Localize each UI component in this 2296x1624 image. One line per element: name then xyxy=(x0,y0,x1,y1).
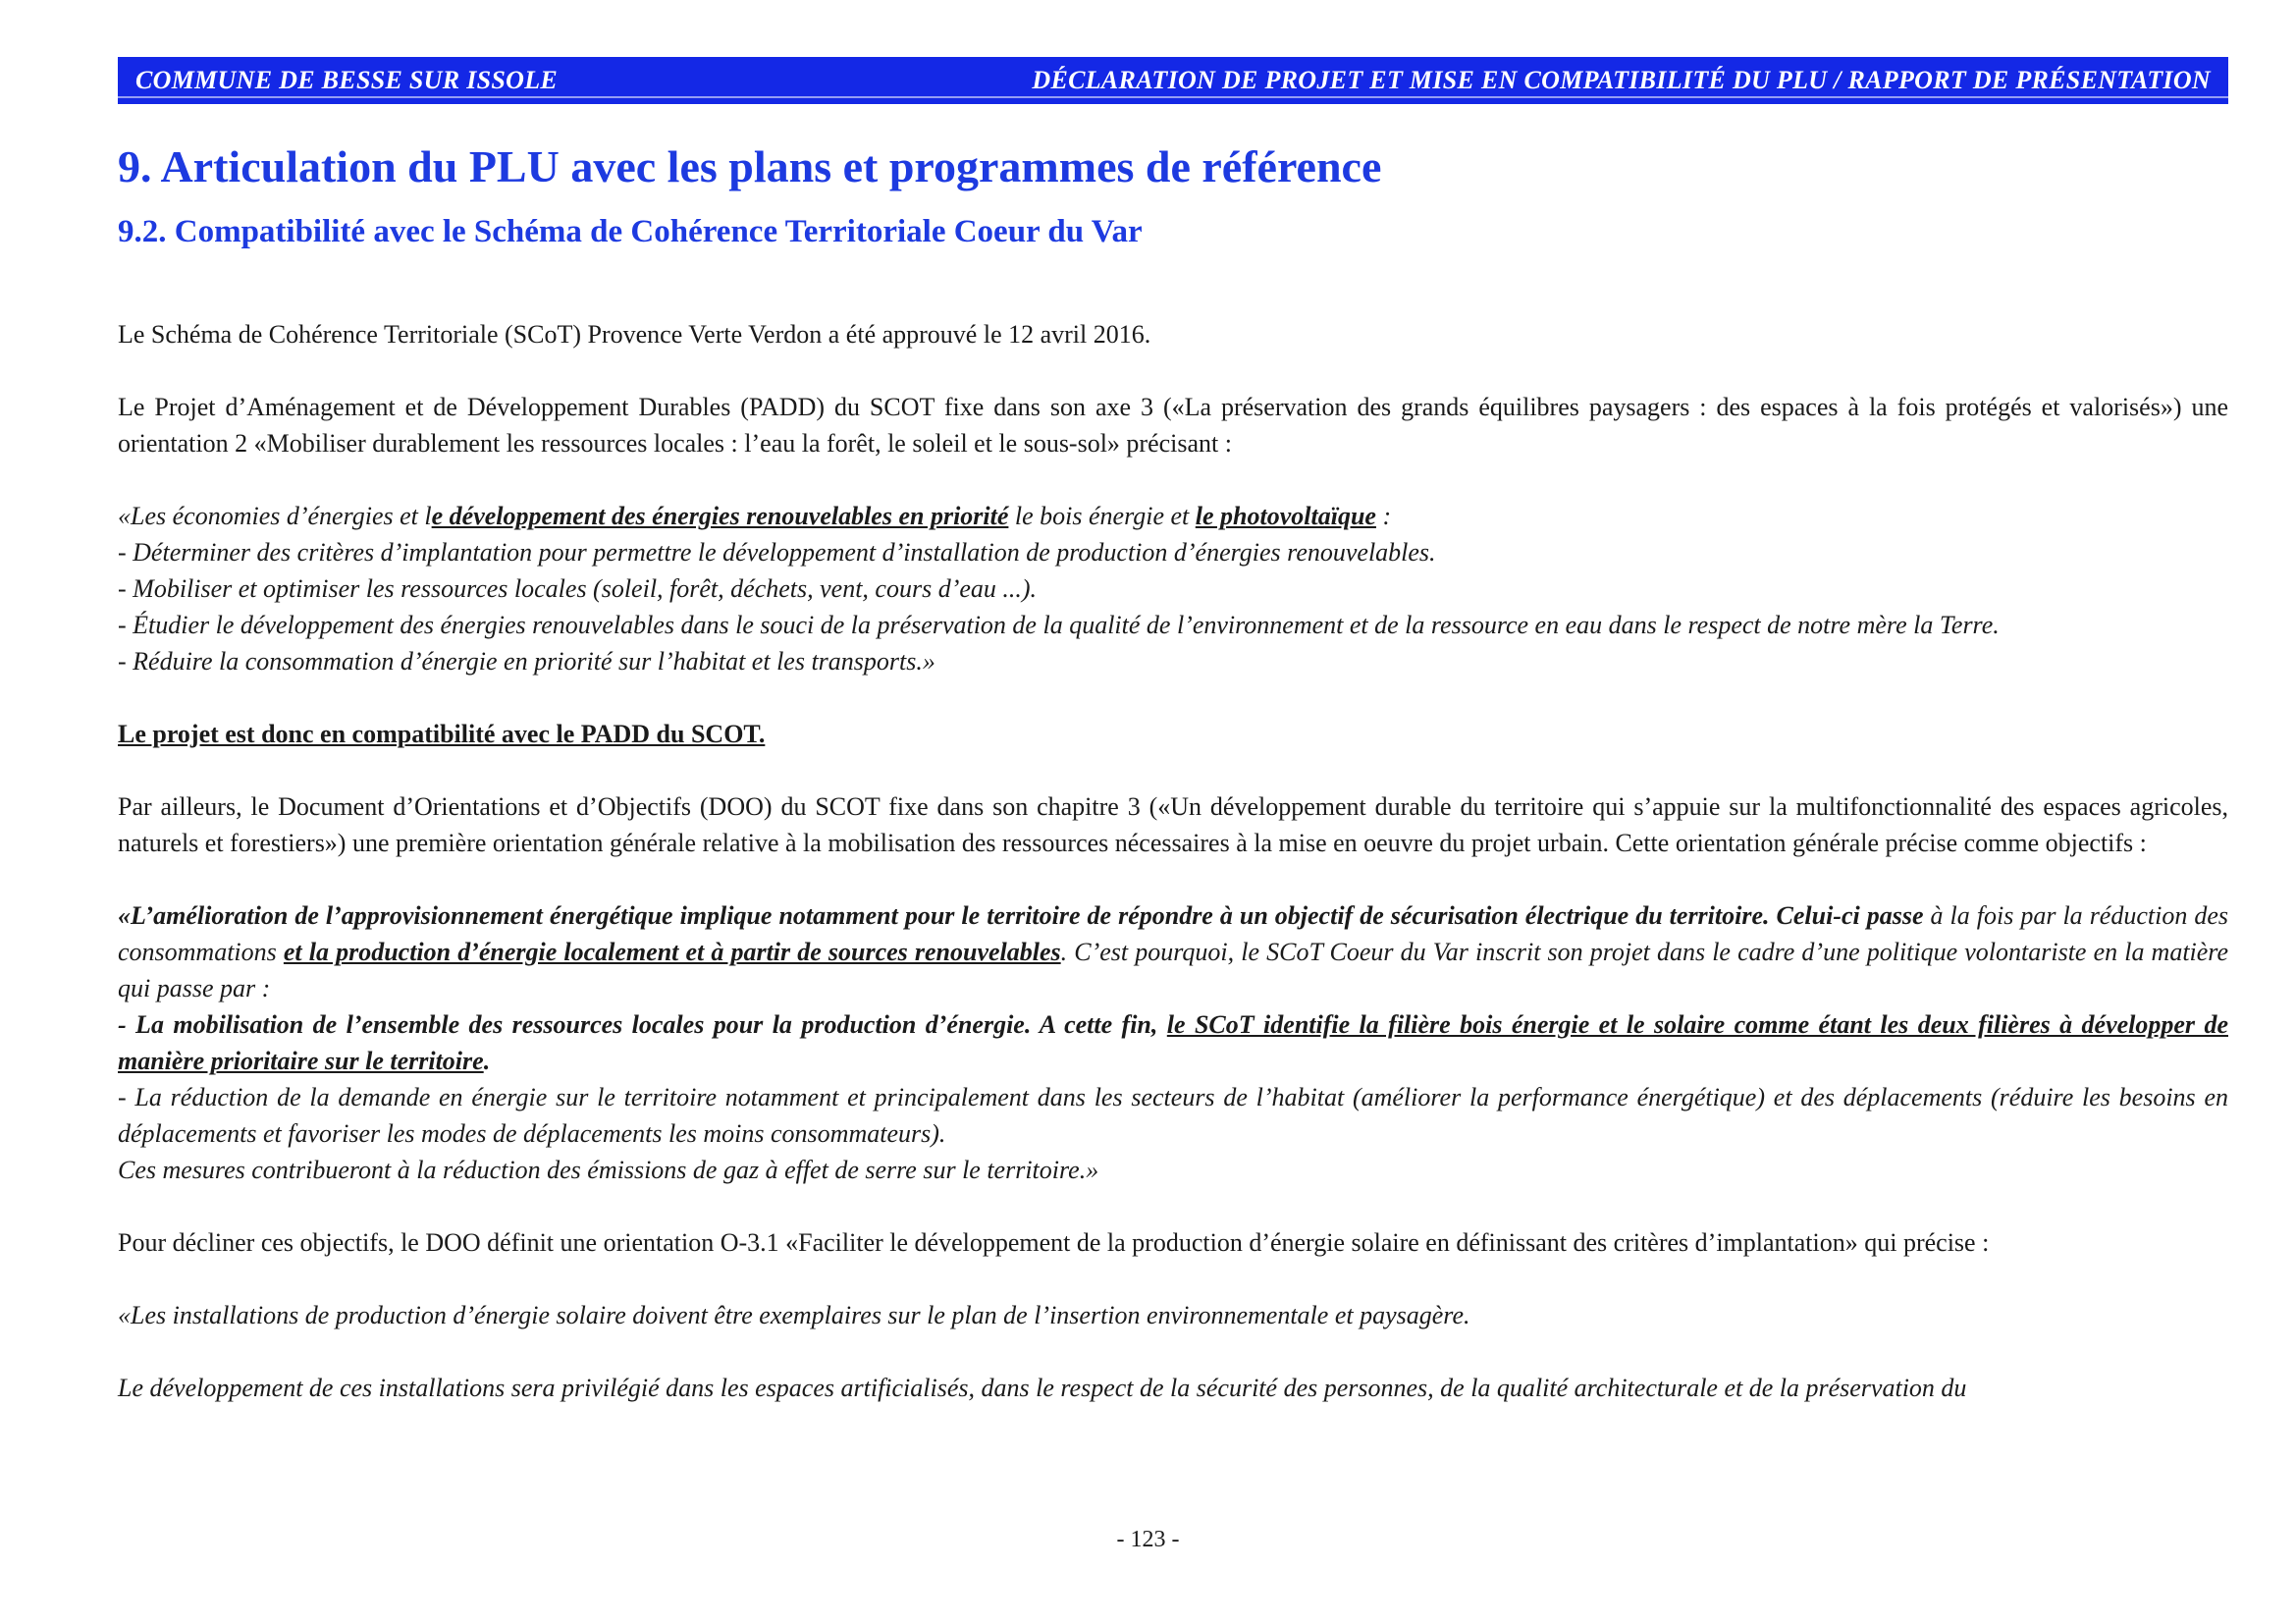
paragraph-doo: Par ailleurs, le Document d’Orientations et d’Objectifs (DOO) du SCOT fixe dans son chapitre 3 («Un développement durable du territoire qui s’appuie sur la multifonctionnalité des espaces agricoles, naturels et forestiers») une première orientation générale relative à la mobilisation des ressources nécessaires à la mise en oeuvre du projet urbain. Cette orientation générale précise comme objectifs : xyxy=(118,792,2228,857)
quote-padd-mid: le bois énergie et xyxy=(1008,502,1196,530)
page-number: - 123 - xyxy=(1116,1527,1180,1552)
header-right: DÉCLARATION DE PROJET ET MISE EN COMPATIBILITÉ DU PLU / RAPPORT DE PRÉSENTATION xyxy=(1032,66,2211,94)
section-title: 9.2. Compatibilité avec le Schéma de Cohérence Territoriale Coeur du Var xyxy=(118,214,1143,249)
body-text xyxy=(118,316,2228,1442)
header-rule xyxy=(118,96,2228,98)
quote-doo-text-2: . C’est pourquoi, le SCoT Coeur du Var inscrit son projet dans le cadre d’une politique volontariste en la matière qui passe par : xyxy=(118,938,2229,1002)
quote-padd xyxy=(118,498,2228,679)
quote-doo-lead: «L’amélioration de l’approvisionnement énergétique implique notamment pour le territoire de répondre à un objectif de sécurisation électrique du territoire. Celui-ci passe xyxy=(118,901,1924,930)
quote-padd-item: - Réduire la consommation d’énergie en priorité sur l’habitat et les transports.» xyxy=(118,647,935,676)
quote-doo-emphasis: et la production d’énergie localement et à partir de sources renouvelables xyxy=(283,938,1061,966)
quote-solar-2: Le développement de ces installations sera privilégié dans les espaces artificialisés, dans le respect de la sécurité des personnes, de la qualité architecturale et de la préservation du xyxy=(118,1374,1967,1402)
quote-padd-intro: «Les économies d’énergies et l xyxy=(118,502,432,530)
quote-padd-item: - Étudier le développement des énergies renouvelables dans le souci de la préservation de la qualité de l’environnement et de la ressource en eau dans le respect de notre mère la Terre. xyxy=(118,611,2000,639)
quote-solar-1: «Les installations de production d’énergie solaire doivent être exemplaires sur le plan de l’insertion environnementale et paysagère. xyxy=(118,1301,1470,1329)
quote-doo-text: à la fois par la réduction des consommations xyxy=(118,901,2229,966)
header-left: COMMUNE DE BESSE SUR ISSOLE xyxy=(135,66,559,94)
quote-padd-item: - Déterminer des critères d’implantation pour permettre le développement d’installation de production d’énergies renouvelables. xyxy=(118,538,1436,567)
quote-padd-colon: : xyxy=(1375,502,1392,530)
quote-padd-emphasis-1: e développement des énergies renouvelables en priorité xyxy=(431,502,1009,530)
quote-doo xyxy=(118,897,2228,1188)
paragraph-padd: Le Projet d’Aménagement et de Développement Durables (PADD) du SCOT fixe dans son axe 3 («La préservation des grands équilibres paysagers : des espaces à la fois protégés et valorisés») une orientation 2 «Mobiliser durablement les ressources locales : l’eau la forêt, le soleil et le sous-sol» précisant : xyxy=(118,393,2228,458)
quote-doo-closing: Ces mesures contribueront à la réduction des émissions de gaz à effet de serre sur le territoire.» xyxy=(118,1156,1099,1184)
conclusion-padd: Le projet est donc en compatibilité avec le PADD du SCOT. xyxy=(118,720,766,748)
paragraph-scot-approval: Le Schéma de Cohérence Territoriale (SCoT) Provence Verte Verdon a été approuvé le 12 avril 2016. xyxy=(118,320,1151,349)
running-header xyxy=(118,57,2228,104)
paragraph-orientation: Pour décliner ces objectifs, le DOO définit une orientation O-3.1 «Faciliter le développement de la production d’énergie solaire en définissant des critères d’implantation» qui précise : xyxy=(118,1228,1990,1257)
quote-padd-emphasis-2: le photovoltaïque xyxy=(1195,502,1376,530)
quote-doo-item-emphasis: le SCoT identifie la filière bois énergie et le solaire comme étant les deux filières à développer de manière prioritaire sur le territoire xyxy=(118,1010,2228,1075)
quote-doo-item-lead: - La mobilisation de l’ensemble des ressources locales pour la production d’énergie. A cette fin, xyxy=(118,1010,1167,1039)
quote-doo-item: - La réduction de la demande en énergie sur le territoire notamment et principalement dans les secteurs de l’habitat (améliorer la performance énergétique) et des déplacements (réduire les besoins en déplacements et favoriser les modes de déplacements les moins consommateurs). xyxy=(118,1083,2228,1148)
chapter-title: 9. Articulation du PLU avec les plans et programmes de référence xyxy=(118,141,1382,191)
quote-padd-item: - Mobiliser et optimiser les ressources locales (soleil, forêt, déchets, vent, cours d’eau ...). xyxy=(118,574,1038,603)
quote-doo-item-end: . xyxy=(483,1047,491,1075)
section-titles xyxy=(118,137,2228,253)
